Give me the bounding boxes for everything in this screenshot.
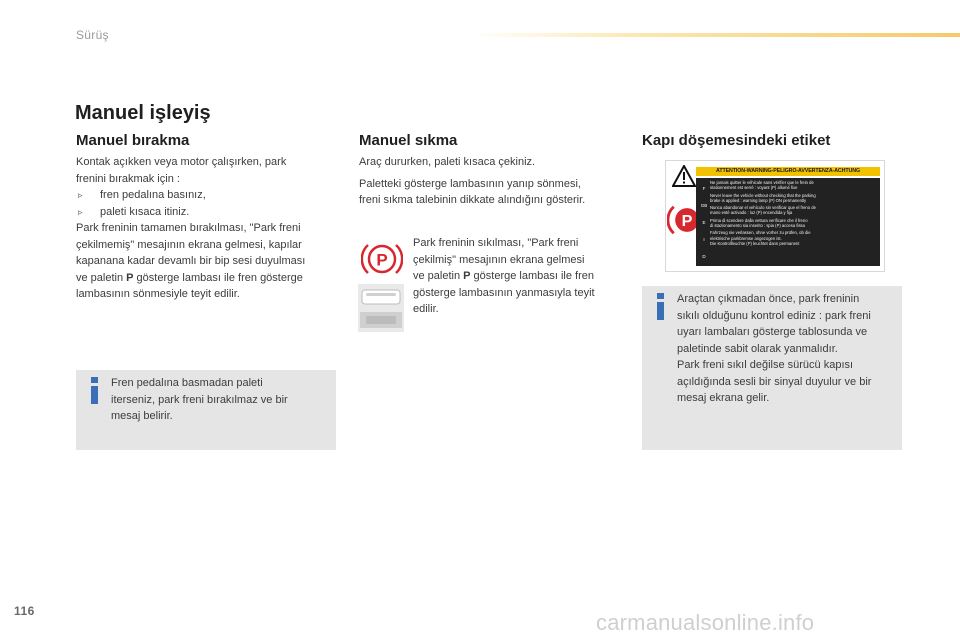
text-line (76, 270, 338, 287)
text-part: ve paletin (76, 271, 127, 284)
p-letter: P (126, 271, 134, 284)
text-line: Park freni sıkıl değilse sürücü kapısı (677, 359, 854, 371)
label-line: Die Kontrollleuchte (P) leuchtet dann permanent (710, 240, 800, 246)
p-letter: P (463, 270, 471, 282)
text-line: lambasının sönmesiyle teyit edilir. (76, 288, 240, 300)
text-line: Araçtan çıkmadan önce, park freninin (677, 293, 860, 305)
label-line: brake is applied : warning lamp (P) ON permanently (710, 197, 807, 203)
text-line: çekilmemiş" mesajının ekrana gelmesi, kapılar (76, 238, 302, 251)
bullet-item (76, 187, 338, 204)
info-box-door (642, 286, 902, 450)
label-language-codes (698, 180, 710, 265)
text-line: Kontak açıkken veya motor çalışırken, park (76, 156, 287, 168)
text-line (413, 268, 623, 285)
language-code: GB (700, 203, 708, 208)
label-line: Nunca abandonar el vehículo sin verificar que el freno de (710, 205, 816, 211)
bullet-text: paleti kısaca itiniz. (100, 205, 190, 218)
label-line: mano esté activado : luz (P) encendida y fija (710, 210, 793, 216)
header-accent-bar (470, 33, 960, 37)
text-line: çekilmiş" mesajının ekrana gelmesi (413, 253, 585, 266)
col2-body (359, 154, 629, 209)
text-line: açıldığında sesli bir sinyal duyulur ve bir (677, 375, 872, 388)
p-symbol: P (681, 212, 693, 231)
col1-body (76, 154, 338, 303)
bullet-text: fren pedalına basınız, (100, 189, 206, 201)
language-code: F (702, 186, 706, 191)
text-line: Araç dururken, paleti kısaca çekiniz. (359, 156, 536, 168)
text-line: sıkılı olduğunu kontrol ediniz : park freni (677, 309, 871, 322)
text-line: Park freninin sıkılması, "Park freni (413, 237, 579, 249)
label-warning-strip: ATTENTION-WARNING-PELIGRO-AVVERTENZA-ACHTUNG (696, 167, 880, 176)
page-number: 116 (14, 604, 35, 618)
text-line: Paletteki gösterge lambasının yanıp sönmesi, (359, 177, 581, 190)
bullet-item (76, 204, 338, 221)
text-line: iterseniz, park freni bırakılmaz ve bir (111, 393, 288, 406)
label-line: Prima di scendere dalla vettura verificare che il freno (710, 217, 808, 223)
watermark: carmanualsonline.info (596, 610, 815, 635)
text-line: Fren pedalına basmadan paleti (111, 377, 263, 389)
text-line: Park freninin tamamen bırakılması, "Park freni (76, 222, 301, 234)
language-code: D (702, 254, 706, 259)
page-title: Manuel işleyiş (75, 102, 211, 124)
parking-brake-warning-icon (361, 240, 403, 278)
text-part: gösterge lambası ile fren gösterge (133, 271, 303, 284)
text-line: mesaj ekrana gelir. (677, 392, 770, 404)
label-line: Ne jamais quitter le véhicule sans vérifier que le frein de (710, 180, 814, 185)
text-line: mesaj belirir. (111, 410, 173, 422)
triangle-bullet-icon: ▹ (78, 206, 83, 217)
col2-side-text (413, 235, 623, 318)
p-symbol: P (376, 250, 388, 270)
col2-title: Manuel sıkma (359, 132, 458, 149)
info-text (677, 291, 899, 407)
info-icon (650, 292, 672, 322)
language-code: I (703, 237, 705, 242)
label-line: stationnement est serré : voyant (P) allumé fixe (710, 185, 798, 191)
text-line: gösterge lambasının yanmasıyla teyit (413, 286, 595, 299)
warning-triangle-icon (672, 165, 696, 187)
text-line: frenini bırakmak için : (76, 172, 180, 185)
text-line: paletinde sabit olarak yanmalıdır. (677, 342, 838, 355)
section-header: Sürüş (76, 28, 109, 42)
text-line: uyarı lambaları gösterge tablosunda ve (677, 326, 868, 338)
text-part: ve paletin (413, 270, 464, 282)
info-box-release (76, 370, 336, 450)
label-line: di stazionamento sia inserito : spia (P) accesa fissa (710, 223, 805, 229)
triangle-bullet-icon: ▹ (78, 190, 83, 200)
info-icon (84, 376, 106, 406)
parking-brake-lever-icon (358, 284, 404, 332)
text-part: gösterge lambası ile fren (470, 270, 595, 282)
col1-title: Manuel bırakma (76, 132, 190, 149)
label-line: elektrische parkbremse angezogen ist. (710, 235, 782, 241)
language-code: E (702, 220, 706, 225)
text-line: kapanana kadar devamlı bir bip sesi duyulması (76, 255, 306, 267)
label-line: Never leave the vehicle without checking that the parking (710, 192, 816, 198)
col3-title: Kapı döşemesindeki etiket (642, 132, 831, 149)
label-text-block (696, 178, 880, 266)
label-line: Fahrzeug nie verlassen, ohne vorher zu prüfen, ob die (710, 230, 811, 236)
info-text (111, 375, 331, 425)
text-line: freni sıkma talebinin dikkate alındığını gösterir. (359, 194, 586, 206)
text-line: edilir. (413, 303, 439, 315)
